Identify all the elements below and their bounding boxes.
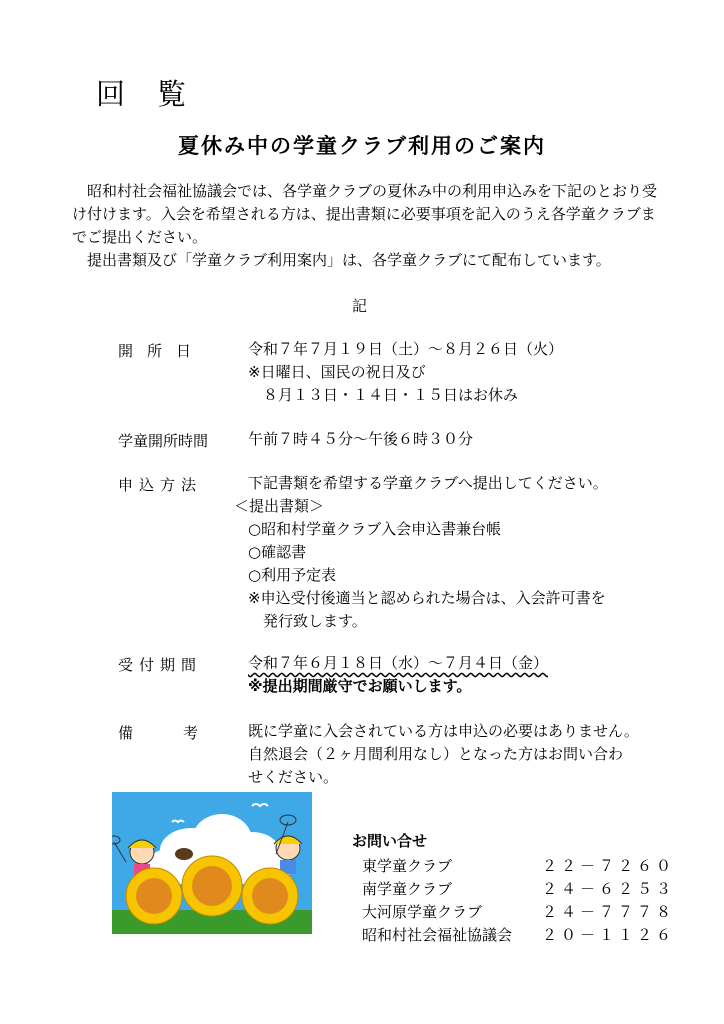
- ki-marker: 記: [352, 297, 368, 315]
- open-days-dates: 令和７年７月１９日（土）～８月２６日（火）: [248, 340, 564, 358]
- period-dates: 令和７年６月１８日（水）～７月４日（金）: [248, 654, 549, 672]
- method-note-2: 発行致します。: [263, 612, 367, 630]
- remarks-line-2: 自然退会（２ヶ月間利用なし）となった方はお問い合わ: [248, 745, 624, 763]
- label-remarks: 備考: [118, 724, 249, 742]
- method-instruction: 下記書類を希望する学童クラブへ提出してください。: [248, 474, 608, 492]
- open-days-note: ※日曜日、国民の祝日及び: [248, 363, 426, 381]
- open-days-body: [248, 338, 563, 407]
- hours-value: 午前７時４５分～午後６時３０分: [248, 430, 474, 448]
- contact-row: [352, 924, 675, 947]
- remarks-line-3: せください。: [248, 768, 339, 786]
- label-open-days: 開所日: [118, 342, 206, 360]
- contact-tel: ２０－１１２６: [542, 926, 676, 944]
- remarks-body: [248, 720, 639, 789]
- intro-paragraph-2: 提出書類及び「学童クラブ利用案内」は、各学童クラブにて配布しています。: [87, 251, 611, 269]
- docs-header: ＜提出書類＞: [234, 497, 325, 515]
- doc-item-3: ○利用予定表: [248, 566, 337, 584]
- method-note-1: ※申込受付後適当と認められた場合は、入会許可書を: [248, 589, 606, 607]
- contact-name: 南学童クラブ: [362, 880, 453, 898]
- label-period: 受付期間: [118, 656, 203, 674]
- doc-item-1: ○昭和村学童クラブ入会申込書兼台帳: [248, 520, 502, 538]
- page-heading: 回覧: [96, 77, 219, 111]
- hours-body: [248, 428, 473, 451]
- remarks-line-1: 既に学童に入会されている方は申込の必要はありません。: [248, 722, 639, 740]
- contact-tel: ２２－７２６０: [542, 857, 676, 875]
- contact-name: 東学童クラブ: [362, 857, 453, 875]
- doc-item-2: ○確認書: [248, 543, 307, 561]
- contact-name: 昭和村社会福祉協議会: [362, 926, 513, 944]
- period-note: ※提出期間厳守でお願いします。: [248, 677, 472, 695]
- method-body: [234, 472, 608, 633]
- contact-row: [352, 855, 675, 878]
- contact-row: [352, 878, 675, 901]
- contact-block: [352, 830, 675, 947]
- beetle-icon: [175, 848, 193, 860]
- contact-tel: ２４－７７７８: [542, 903, 676, 921]
- label-hours: 学童開所時間: [118, 432, 209, 450]
- summer-illustration: [112, 792, 312, 934]
- label-method: 申込方法: [118, 476, 203, 494]
- intro-text: [72, 180, 662, 272]
- contact-name: 大河原学童クラブ: [362, 903, 483, 921]
- open-days-holidays: ８月１３日・１４日・１５日はお休み: [263, 386, 519, 404]
- intro-paragraph-1: 昭和村社会福祉協議会では、各学童クラブの夏休み中の利用申込みを下記のとおり受け付けます。入会を希望される方は、提出書類に必要事項を記入のうえ各学童クラブまでご提出ください。: [72, 182, 658, 246]
- contact-row: [352, 901, 675, 924]
- period-body: [248, 652, 548, 698]
- contact-tel: ２４－６２５３: [542, 880, 676, 898]
- contact-title: お問い合せ: [352, 832, 428, 850]
- page-title: 夏休み中の学童クラブ利用のご案内: [178, 134, 546, 158]
